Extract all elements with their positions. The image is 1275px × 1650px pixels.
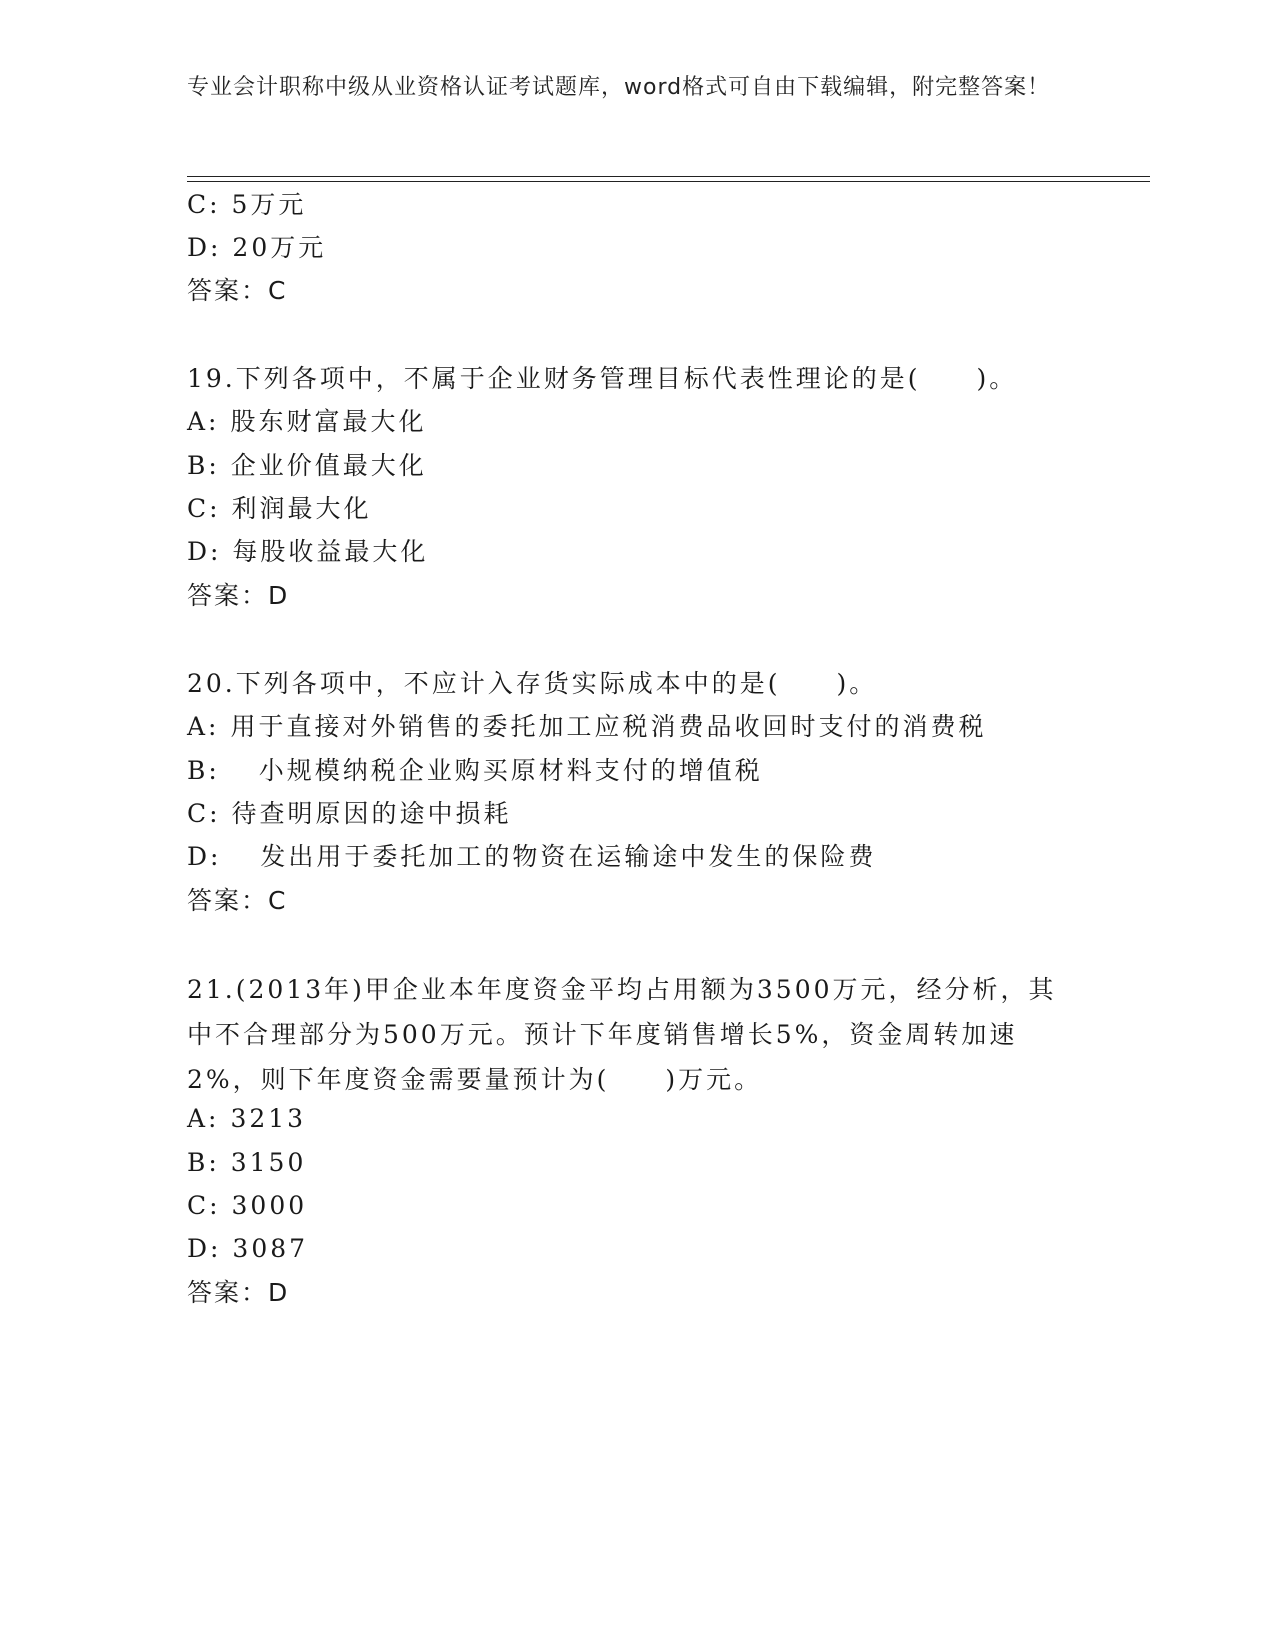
option-label: D: bbox=[187, 842, 222, 871]
option-a bbox=[187, 1102, 306, 1136]
question-stem: 19.下列各项中，不属于企业财务管理目标代表性理论的是( )。 bbox=[187, 364, 1018, 393]
option-label: D: bbox=[187, 233, 222, 262]
option-text: 股东财富最大化 bbox=[230, 407, 427, 436]
answer-line: 答案：C bbox=[187, 886, 288, 915]
option-label: B: bbox=[187, 756, 220, 785]
option-label: C: bbox=[187, 494, 221, 523]
option-b bbox=[187, 1146, 306, 1180]
option-text: 每股收益最大化 bbox=[232, 537, 429, 566]
option-label: C: bbox=[187, 1191, 221, 1220]
option-text: 用于直接对外销售的委托加工应税消费品收回时支付的消费税 bbox=[230, 712, 987, 741]
option-text: 待查明原因的途中损耗 bbox=[231, 799, 512, 828]
option-c bbox=[187, 188, 306, 222]
option-a bbox=[187, 405, 426, 439]
option-d bbox=[187, 231, 326, 265]
option-text: 3000 bbox=[231, 1191, 308, 1220]
option-d bbox=[187, 840, 876, 874]
option-d bbox=[187, 535, 428, 569]
option-label: D: bbox=[187, 537, 222, 566]
option-c bbox=[187, 797, 512, 831]
option-a bbox=[187, 710, 986, 744]
option-text: 利润最大化 bbox=[231, 494, 372, 523]
answer-line: 答案：D bbox=[187, 581, 290, 610]
option-text: 3150 bbox=[230, 1148, 307, 1177]
question-stem: 20.下列各项中，不应计入存货实际成本中的是( )。 bbox=[187, 669, 878, 698]
answer-line: 答案：C bbox=[187, 276, 288, 305]
option-label: A: bbox=[187, 1104, 220, 1133]
page-header-banner: 专业会计职称中级从业资格认证考试题库，word格式可自由下载编辑，附完整答案！ bbox=[187, 75, 1051, 100]
option-text: 20万元 bbox=[232, 233, 327, 262]
option-c bbox=[187, 1189, 307, 1223]
header-divider-top bbox=[187, 176, 1150, 177]
option-label: C: bbox=[187, 799, 221, 828]
option-label: B: bbox=[187, 451, 220, 480]
option-text: 企业价值最大化 bbox=[230, 451, 427, 480]
option-label: A: bbox=[187, 712, 220, 741]
option-text: 5万元 bbox=[231, 190, 307, 219]
option-c bbox=[187, 492, 372, 526]
option-label: C: bbox=[187, 190, 221, 219]
option-d bbox=[187, 1232, 308, 1266]
option-text: 发出用于委托加工的物资在运输途中发生的保险费 bbox=[260, 842, 877, 871]
header-divider-bottom bbox=[187, 181, 1150, 182]
option-text: 小规模纳税企业购买原材料支付的增值税 bbox=[258, 756, 763, 785]
answer-line: 答案：D bbox=[187, 1278, 290, 1307]
option-text: 3213 bbox=[230, 1104, 307, 1133]
question-stem: 21.(2013年)甲企业本年度资金平均占用额为3500万元，经分析，其中不合理部分为500万元。预计下年度销售增长5%，资金周转加速2%，则下年度资金需要量预计为( )万元。 bbox=[187, 975, 1057, 1094]
option-label: A: bbox=[187, 407, 220, 436]
option-b bbox=[187, 449, 427, 483]
option-b bbox=[187, 754, 763, 788]
option-label: D: bbox=[187, 1234, 222, 1263]
option-label: B: bbox=[187, 1148, 220, 1177]
option-text: 3087 bbox=[232, 1234, 309, 1263]
